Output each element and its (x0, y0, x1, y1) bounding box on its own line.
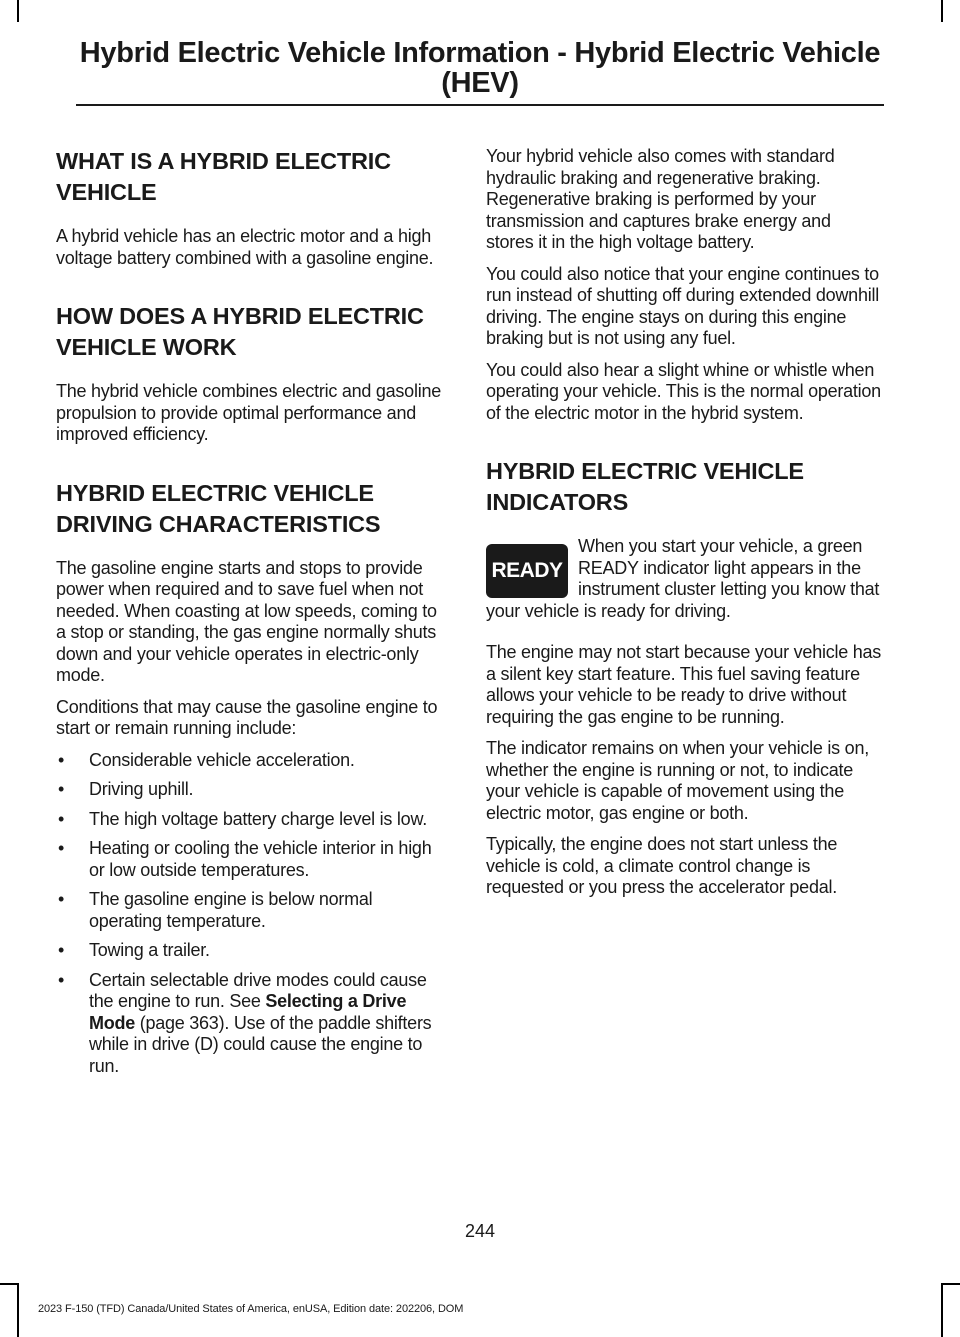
crop-mark-top-left (17, 0, 19, 22)
paragraph: The engine may not start because your vehicle has a silent key start feature. This fuel saving feature allows your vehicle to be ready to drive without requiring the gas engine to be running. (486, 642, 881, 727)
crop-mark-top-right (941, 0, 943, 22)
ready-indicator-text: When you start your vehicle, a green READY indicator light appears in the instrument cluster letting you know that your vehicle is ready for driving. (486, 536, 880, 621)
selecting-drive-mode-link[interactable]: Selecting a Drive Mode (89, 991, 407, 1033)
header-title-line1: Hybrid Electric Vehicle Information - Hybrid Electric Vehicle (79, 37, 881, 69)
paragraph: Typically, the engine does not start unless the vehicle is cold, a climate control change is requested or you press the accelerator pedal. (486, 834, 838, 897)
paragraph: A hybrid vehicle has an electric motor and a high voltage battery combined with a gasoline engine. (56, 226, 434, 268)
footer-edition-info: 2023 F-150 (TFD) Canada/United States of America, enUSA, Edition date: 202206, DOM (38, 1303, 464, 1315)
list-item: • Considerable vehicle acceleration. (58, 749, 355, 770)
crop-mark-bottom-left-h (0, 1283, 19, 1285)
bullet-icon: • (58, 969, 65, 990)
paragraph: The gasoline engine starts and stops to provide power when required and to save fuel when not needed. When coasting at low speeds, coming to a stop or standing, the gas engine normally shuts down and your vehicle operates in electric-only mode. (56, 557, 437, 685)
bullet-icon: • (58, 749, 65, 770)
list-item: • The high voltage battery charge level is low. (58, 808, 427, 829)
section-heading-driving-characteristics: HYBRID ELECTRIC VEHICLE DRIVING CHARACTERISTICS (56, 479, 381, 537)
crop-mark-bottom-left-v (17, 1284, 19, 1337)
header-title-line2: (HEV) (441, 67, 519, 99)
header-rule (76, 104, 884, 106)
page-header (40, 38, 920, 98)
paragraph: You could also hear a slight whine or whistle when operating your vehicle. This is the normal operation of the electric motor in the hybrid system. (486, 359, 881, 423)
crop-mark-bottom-right-v (941, 1284, 943, 1337)
bullet-icon: • (58, 838, 65, 858)
bullet-icon: • (58, 808, 65, 829)
paragraph: The indicator remains on when your vehicle is on, whether the engine is running or not, to indicate your vehicle is capable of movement using the electric motor, gas engine or both. (486, 738, 869, 823)
list-item: • Towing a trailer. (58, 940, 210, 960)
list-item: • The gasoline engine is below normal operating temperature. (58, 889, 373, 931)
page-number: 244 (464, 1221, 496, 1241)
list-item: • Certain selectable drive modes could cause the engine to run. See Selecting a Drive Mode (page 363). Use of the paddle shifters while in drive (D) could cause the engine to run. (58, 969, 432, 1076)
crop-mark-bottom-right-h (941, 1283, 960, 1285)
bullet-icon: • (58, 889, 65, 909)
bullet-icon: • (58, 940, 65, 960)
section-heading-indicators: HYBRID ELECTRIC VEHICLE INDICATORS (486, 458, 804, 515)
ready-indicator-icon: READY (486, 544, 568, 598)
right-column (486, 146, 882, 909)
paragraph: You could also notice that your engine continues to run instead of shutting off during extended downhill driving. The engine stays on during this engine braking but is not using any fuel. (486, 263, 879, 348)
list-item: • Driving uphill. (58, 779, 194, 799)
conditions-list (56, 750, 448, 1078)
section-heading-what-is-hev: WHAT IS A HYBRID ELECTRIC VEHICLE (56, 148, 391, 205)
list-item: • Heating or cooling the vehicle interior in high or low outside temperatures. (58, 838, 432, 880)
section-heading-how-hev-works: HOW DOES A HYBRID ELECTRIC VEHICLE WORK (56, 303, 424, 360)
left-column (56, 146, 448, 1085)
paragraph: Your hybrid vehicle also comes with standard hydraulic braking and regenerative braking. Regenerative braking is performed by your transmission and captures brake energy and stores it in the high voltage battery. (486, 146, 835, 252)
paragraph: Conditions that may cause the gasoline engine to start or remain running include: (56, 696, 438, 738)
paragraph: The hybrid vehicle combines electric and gasoline propulsion to provide optimal performance and improved efficiency. (56, 381, 441, 444)
ready-indicator-block (486, 536, 882, 642)
bullet-icon: • (58, 779, 65, 799)
